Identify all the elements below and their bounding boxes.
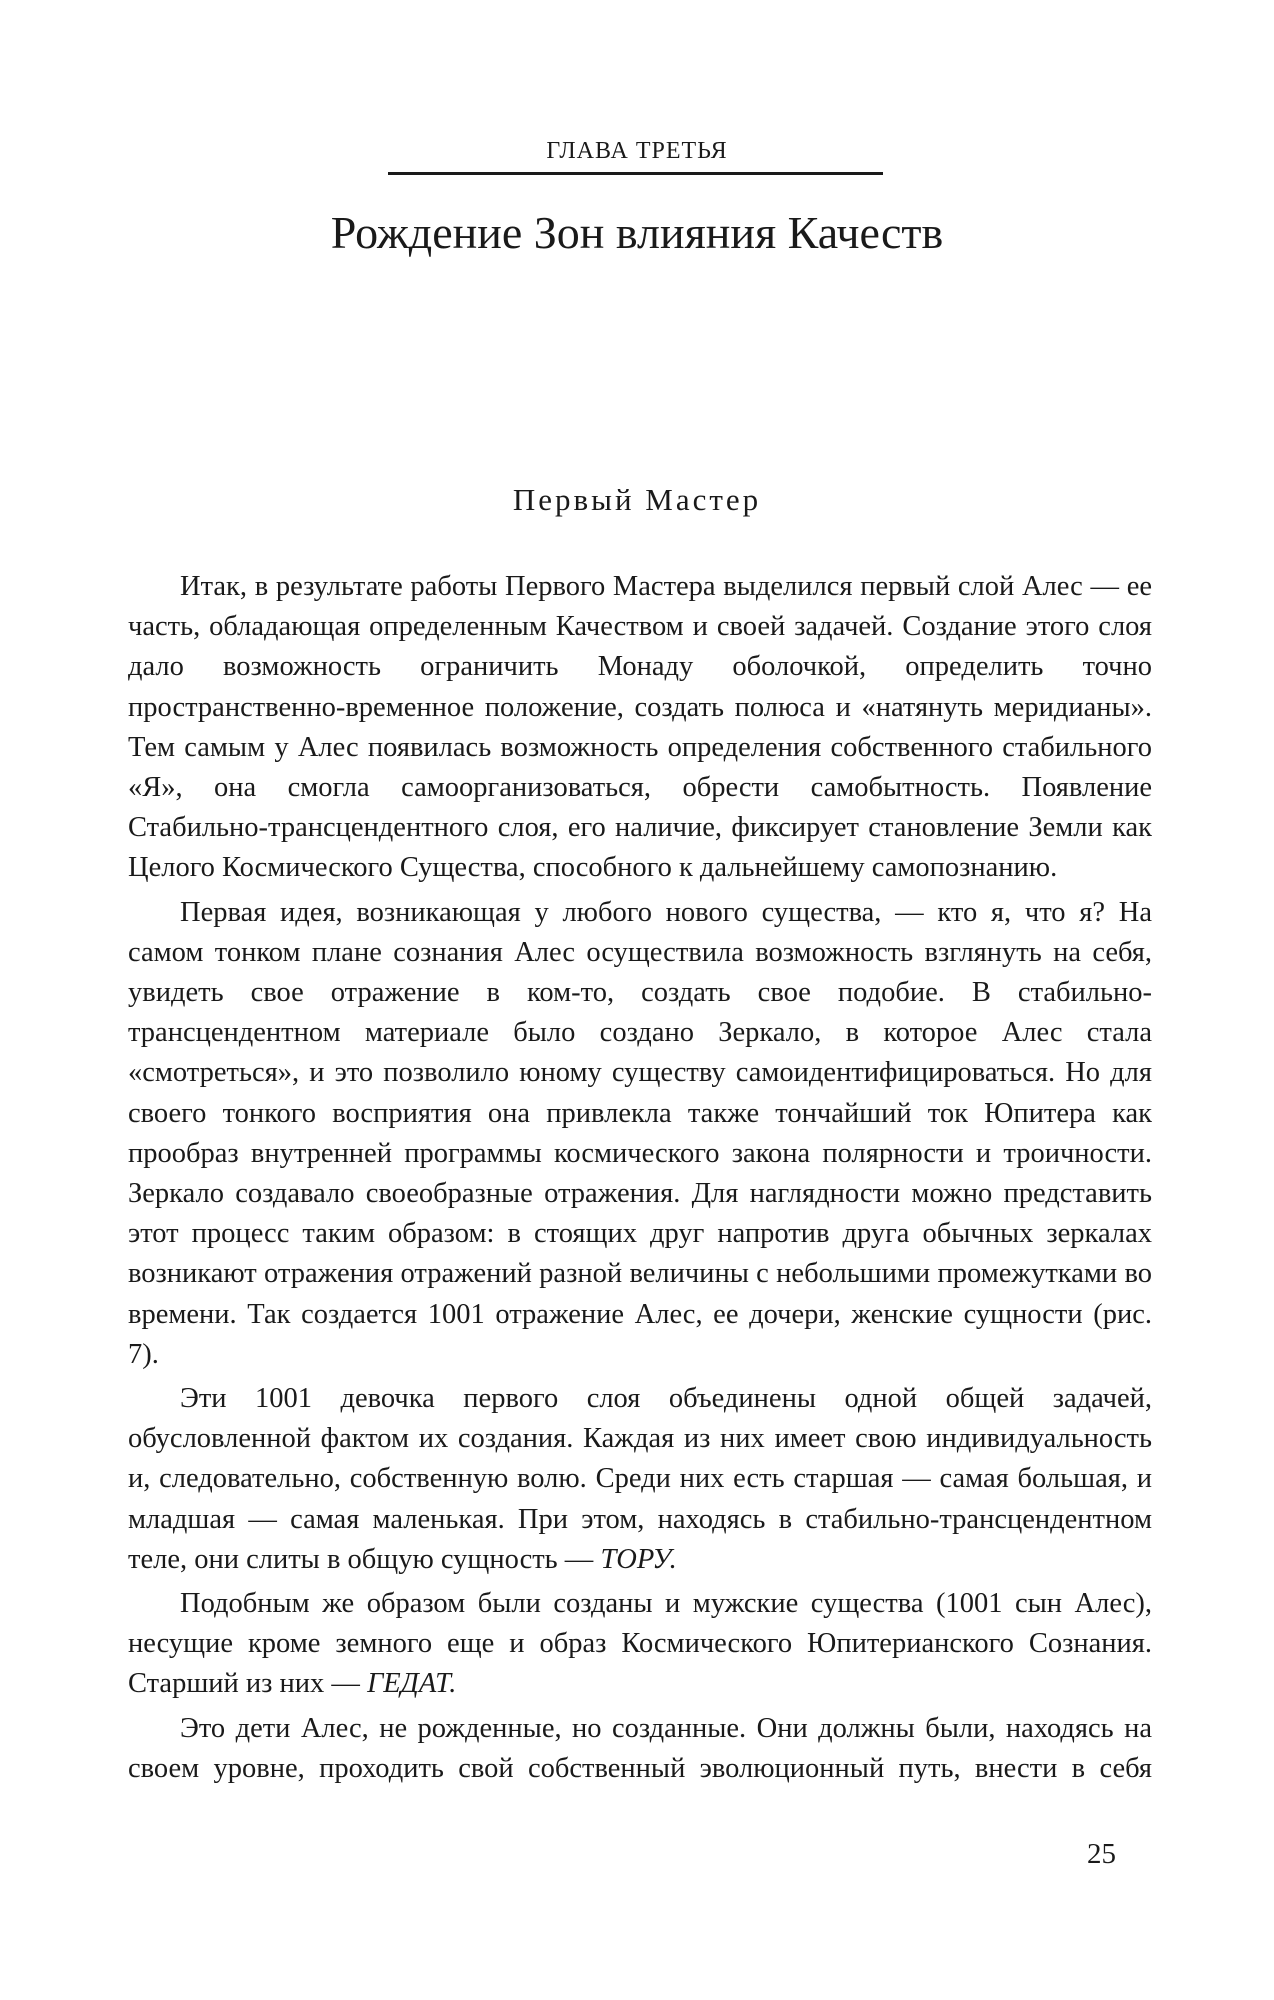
paragraph: Итак, в результате работы Первого Мастера выделился первый слой Алес — ее часть, обладающая определенным Качеством и своей задачей. Создание этого слоя дало возможность ограничить Монаду оболочкой, определить точно пространственно-временное положение, создать полюса и «натянуть меридианы». Тем самым у Алес появилась возможность определения собственного стабильного «Я», она смогла самоорганизоваться, обрести самобытность. Появление Стабильно-трансцендентного слоя, его наличие, фиксирует становление Земли как Целого Космического Существа, способного к дальнейшему самопознанию. <box>128 571 1152 884</box>
body-text <box>128 567 1152 1793</box>
paragraph-text: Эти 1001 девочка первого слоя объединены одной общей задачей, обусловленной фактом их создания. Каждая из них имеет свою индивидуальность и, следовательно, собственную волю. Среди них есть старшая — самая большая, и младшая — самая маленькая. При этом, находясь в стабильно-трансцендентном теле, они слиты в общую сущность — <box>128 1383 1152 1575</box>
chapter-title: Рождение Зон влияния Качеств <box>330 207 944 258</box>
paragraph-text: Подобным же образом были созданы и мужские существа (1001 сын Алес), несущие кроме земного еще и образ Космического Юпитерианского Сознания. Старший из них — <box>128 1588 1152 1700</box>
paragraph: Первая идея, возникающая у любого нового существа, — кто я, что я? На самом тонком плане сознания Алес осуществила возможность взглянуть на себя, увидеть свое отражение в ком-то, создать свое подобие. В стабильно-трансцендентном материале было создано Зеркало, в которое Алес стала «смотреться», и это позволило юному существу самоидентифицироваться. Но для своего тонкого восприятия она привлекла также тончайший ток Юпитера как прообраз внутренней программы космического закона полярности и троичности. Зеркало создавало своеобразные отражения. Для наглядности можно представить этот процесс таким образом: в стоящих друг напротив друга обычных зеркалах возникают отражения отражений разной величины с небольшими промежутками во времени. Так создается 1001 отражение Алес, ее дочери, женские сущности (рис. 7). <box>128 896 1152 1370</box>
chapter-divider <box>388 172 883 175</box>
page-number: 25 <box>1087 1838 1116 1870</box>
paragraph <box>128 1379 1152 1580</box>
emphasis-term: ГЕДАТ. <box>367 1668 457 1700</box>
section-title: Первый Мастер <box>512 482 762 517</box>
chapter-label: ГЛАВА ТРЕТЬЯ <box>546 138 728 164</box>
paragraph: Это дети Алес, не рожденные, но созданные. Они должны были, находясь на своем уровне, проходить свой собственный эволюционный путь, внести в себя <box>128 1712 1152 1784</box>
emphasis-term: ТОРУ. <box>600 1543 677 1575</box>
paragraph <box>128 1584 1152 1705</box>
